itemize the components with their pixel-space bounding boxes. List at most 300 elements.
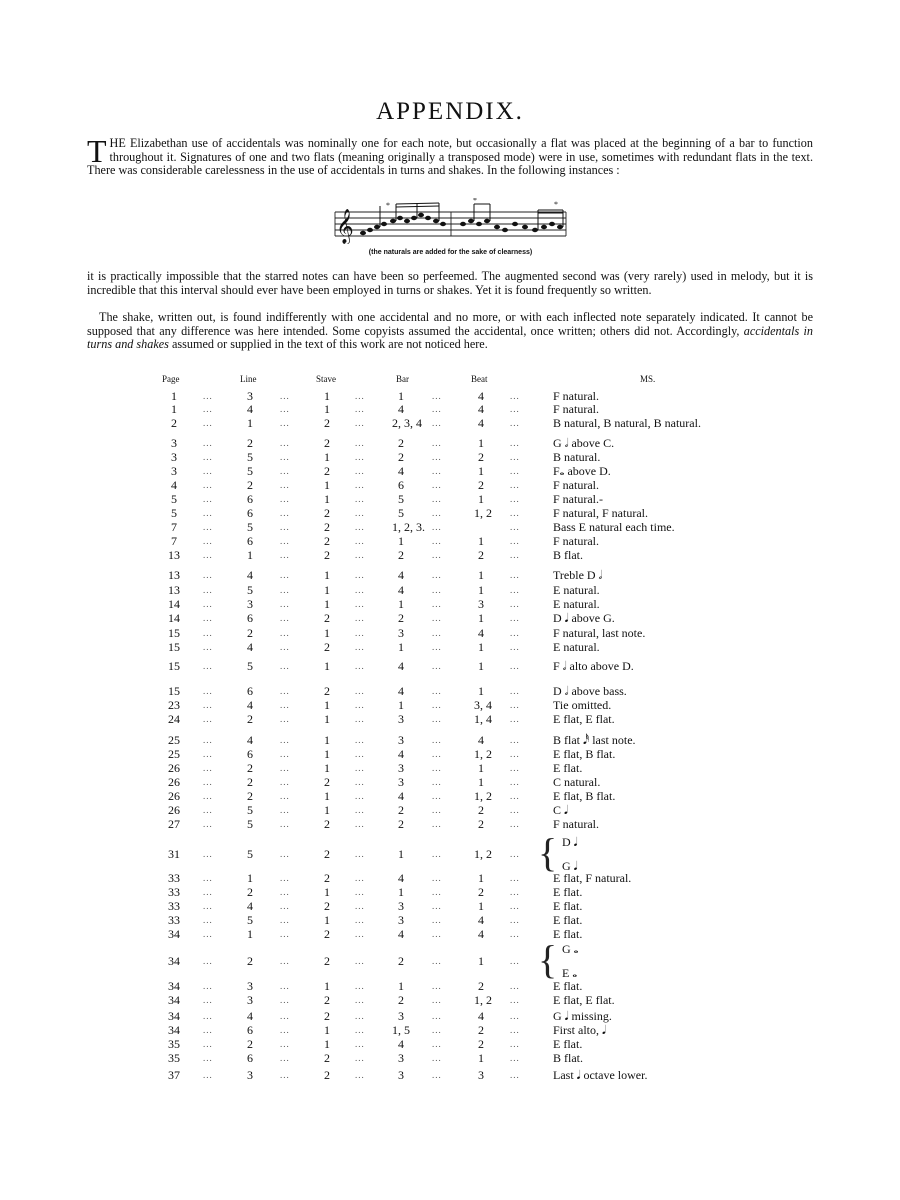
cell-stave: 2 <box>324 611 330 625</box>
table-row <box>0 548 900 562</box>
cell-page: 3 <box>171 464 177 478</box>
leader-dots: ... <box>432 956 442 966</box>
cell-beat: 4 <box>478 733 484 747</box>
cell-ms: E flat. <box>553 1037 583 1051</box>
leader-dots: ... <box>510 494 520 504</box>
table-row <box>0 913 900 927</box>
cell-bar: 2 <box>398 548 404 562</box>
cell-stave: 1 <box>324 733 330 747</box>
leader-dots: ... <box>280 522 290 532</box>
leader-dots: ... <box>510 763 520 773</box>
leader-dots: ... <box>355 452 365 462</box>
table-row <box>0 478 900 492</box>
cell-bar: 4 <box>398 568 404 582</box>
cell-ms: E natural. <box>553 597 600 611</box>
leader-dots: ... <box>432 1039 442 1049</box>
leader-dots: ... <box>510 956 520 966</box>
cell-line: 4 <box>247 402 253 416</box>
leader-dots: ... <box>432 452 442 462</box>
leader-dots: ... <box>510 452 520 462</box>
cell-beat: 3 <box>478 1068 484 1082</box>
cell-page: 34 <box>168 1023 180 1037</box>
leader-dots: ... <box>432 819 442 829</box>
leader-dots: ... <box>203 1070 213 1080</box>
table-row <box>0 817 900 831</box>
leader-dots: ... <box>510 1070 520 1080</box>
cell-ms: Treble D 𝅗𝅥 <box>553 568 603 582</box>
cell-ms: F natural, last note. <box>553 626 646 640</box>
cell-ms: D 𝅘𝅥 above G. <box>553 611 615 625</box>
leader-dots: ... <box>280 805 290 815</box>
cell-line: 5 <box>247 464 253 478</box>
cell-stave: 2 <box>324 1068 330 1082</box>
cell-bar: 1 <box>398 640 404 654</box>
cell-stave: 1 <box>324 568 330 582</box>
cell-line: 2 <box>247 626 253 640</box>
leader-dots: ... <box>510 404 520 414</box>
cell-ms: E flat, B flat. <box>553 789 616 803</box>
leader-dots: ... <box>510 686 520 696</box>
leader-dots: ... <box>432 777 442 787</box>
leader-dots: ... <box>510 522 520 532</box>
cell-beat: 1 <box>478 464 484 478</box>
leader-dots: ... <box>280 536 290 546</box>
leader-dots: ... <box>280 700 290 710</box>
third-text-end: assumed or supplied in the text of this work are not noticed here. <box>171 337 488 352</box>
cell-ms: E flat, F natural. <box>553 871 632 885</box>
leader-dots: ... <box>432 418 442 428</box>
cell-line: 5 <box>247 450 253 464</box>
cell-ms: E natural. <box>553 640 600 654</box>
cell-stave: 2 <box>324 520 330 534</box>
leader-dots: ... <box>280 686 290 696</box>
cell-bar: 4 <box>398 659 404 673</box>
cell-page: 26 <box>168 761 180 775</box>
leader-dots: ... <box>355 613 365 623</box>
intro-text: HE Elizabethan use of accidentals was nominally one for each note, but occasionally a flat was placed at the beginning of a bar to function throughout it. Signatures of one and two flats (meaning originally a transposed mode) were in use, sometimes with redundant flats in the text. There was considerable carelessness in the use of accidentals in turns and shakes. In the following instances : <box>87 136 813 178</box>
cell-bar: 2 <box>398 803 404 817</box>
cell-line: 3 <box>247 979 253 993</box>
leader-dots: ... <box>280 995 290 1005</box>
cell-ms: E flat. <box>553 899 583 913</box>
leader-dots: ... <box>355 873 365 883</box>
leader-dots: ... <box>203 438 213 448</box>
leader-dots: ... <box>432 749 442 759</box>
leader-dots: ... <box>203 661 213 671</box>
cell-ms: Last 𝅘𝅥 octave lower. <box>553 1068 648 1082</box>
table-row <box>0 761 900 775</box>
leader-dots: ... <box>280 849 290 859</box>
cell-line: 3 <box>247 993 253 1007</box>
leader-dots: ... <box>280 418 290 428</box>
table-row <box>0 583 900 597</box>
leader-dots: ... <box>203 452 213 462</box>
table-row <box>0 450 900 464</box>
cell-stave: 2 <box>324 954 330 968</box>
cell-ms: F natural. <box>553 478 599 492</box>
cell-page: 15 <box>168 684 180 698</box>
leader-dots: ... <box>280 599 290 609</box>
cell-bar: 1 <box>398 534 404 548</box>
cell-stave: 1 <box>324 747 330 761</box>
third-text-start: The shake, written out, is found indifferently with one accidental and no more, or with each inflected note separately indicated. It cannot be supposed that any difference was here intended. Some copyists assumed the accidental, once written; others did not. Accordingly, <box>87 310 813 338</box>
leader-dots: ... <box>510 508 520 518</box>
leader-dots: ... <box>280 494 290 504</box>
cell-beat: 2 <box>478 803 484 817</box>
leader-dots: ... <box>355 749 365 759</box>
leader-dots: ... <box>355 1053 365 1063</box>
page-title: APPENDIX. <box>376 98 524 125</box>
cell-line: 4 <box>247 568 253 582</box>
cell-stave: 1 <box>324 803 330 817</box>
cell-line: 6 <box>247 1051 253 1065</box>
leader-dots: ... <box>355 1011 365 1021</box>
leader-dots: ... <box>203 995 213 1005</box>
leader-dots: ... <box>510 714 520 724</box>
table-row <box>0 1023 900 1037</box>
leader-dots: ... <box>355 508 365 518</box>
leader-dots: ... <box>355 466 365 476</box>
cell-beat: 2 <box>478 817 484 831</box>
leader-dots: ... <box>355 494 365 504</box>
leader-dots: ... <box>203 714 213 724</box>
leader-dots: ... <box>355 849 365 859</box>
table-row <box>0 520 900 534</box>
cell-page: 7 <box>171 520 177 534</box>
cell-bar: 3 <box>398 761 404 775</box>
cell-line: 5 <box>247 583 253 597</box>
cell-beat: 1 <box>478 568 484 582</box>
cell-beat: 1 <box>478 954 484 968</box>
cell-beat: 4 <box>478 402 484 416</box>
leader-dots: ... <box>432 480 442 490</box>
cell-line: 6 <box>247 1023 253 1037</box>
leader-dots: ... <box>280 1039 290 1049</box>
cell-bar: 1, 5 <box>392 1023 410 1037</box>
leader-dots: ... <box>203 418 213 428</box>
cell-line: 5 <box>247 803 253 817</box>
cell-ms: E flat. <box>553 927 583 941</box>
leader-dots: ... <box>355 714 365 724</box>
cell-ms-upper: D 𝅘𝅥 <box>562 835 578 849</box>
leader-dots: ... <box>355 763 365 773</box>
cell-beat: 1 <box>478 871 484 885</box>
cell-page: 14 <box>168 597 180 611</box>
cell-bar: 1 <box>398 389 404 403</box>
leader-dots: ... <box>203 929 213 939</box>
cell-bar: 6 <box>398 478 404 492</box>
table-row <box>0 506 900 520</box>
cell-beat: 4 <box>478 913 484 927</box>
leader-dots: ... <box>203 819 213 829</box>
leader-dots: ... <box>432 981 442 991</box>
leader-dots: ... <box>355 391 365 401</box>
leader-dots: ... <box>203 700 213 710</box>
cell-page: 31 <box>168 847 180 861</box>
cell-line: 4 <box>247 698 253 712</box>
cell-line: 2 <box>247 789 253 803</box>
leader-dots: ... <box>432 391 442 401</box>
cell-page: 33 <box>168 899 180 913</box>
cell-beat: 1, 4 <box>474 712 492 726</box>
cell-bar: 3 <box>398 1009 404 1023</box>
leader-dots: ... <box>280 791 290 801</box>
intro-paragraph <box>87 133 813 178</box>
cell-line: 5 <box>247 659 253 673</box>
cell-page: 26 <box>168 775 180 789</box>
leader-dots: ... <box>203 901 213 911</box>
leader-dots: ... <box>280 508 290 518</box>
leader-dots: ... <box>203 735 213 745</box>
third-paragraph <box>87 311 813 352</box>
cell-stave: 1 <box>324 597 330 611</box>
cell-bar: 1 <box>398 885 404 899</box>
leader-dots: ... <box>510 749 520 759</box>
leader-dots: ... <box>432 929 442 939</box>
svg-text:𝄞: 𝄞 <box>336 209 354 244</box>
cell-stave: 2 <box>324 1009 330 1023</box>
table-row <box>0 464 900 478</box>
cell-page: 5 <box>171 492 177 506</box>
leader-dots: ... <box>355 438 365 448</box>
cell-stave: 2 <box>324 817 330 831</box>
leader-dots: ... <box>432 805 442 815</box>
cell-stave: 2 <box>324 464 330 478</box>
cell-bar: 2, 3, 4 <box>392 416 422 430</box>
table-row <box>0 597 900 611</box>
music-example <box>333 198 568 244</box>
svg-text:*: * <box>473 198 477 205</box>
cell-beat: 2 <box>478 885 484 899</box>
table-row <box>0 684 900 698</box>
table-row <box>0 626 900 640</box>
cell-line: 4 <box>247 899 253 913</box>
cell-bar: 3 <box>398 626 404 640</box>
cell-stave: 2 <box>324 993 330 1007</box>
cell-stave: 1 <box>324 761 330 775</box>
leader-dots: ... <box>355 777 365 787</box>
cell-line: 3 <box>247 1068 253 1082</box>
cell-ms-upper: G 𝅝 <box>562 942 579 956</box>
cell-page: 13 <box>168 568 180 582</box>
leader-dots: ... <box>203 391 213 401</box>
cell-bar: 3 <box>398 913 404 927</box>
leader-dots: ... <box>355 599 365 609</box>
table-row <box>0 436 900 450</box>
cell-ms: E flat. <box>553 979 583 993</box>
cell-beat: 1 <box>478 640 484 654</box>
cell-ms-lower: E 𝅝 <box>562 966 578 980</box>
cell-stave: 2 <box>324 416 330 430</box>
leader-dots: ... <box>203 805 213 815</box>
leader-dots: ... <box>280 1011 290 1021</box>
cell-bar: 3 <box>398 712 404 726</box>
cell-beat: 1 <box>478 534 484 548</box>
leader-dots: ... <box>203 763 213 773</box>
leader-dots: ... <box>432 508 442 518</box>
header-stave: Stave <box>316 374 336 384</box>
table-row <box>0 789 900 803</box>
cell-bar: 4 <box>398 464 404 478</box>
cell-stave: 2 <box>324 1051 330 1065</box>
cell-beat: 1, 2 <box>474 847 492 861</box>
leader-dots: ... <box>355 1039 365 1049</box>
leader-dots: ... <box>280 777 290 787</box>
svg-text:*: * <box>554 200 558 209</box>
cell-page: 35 <box>168 1037 180 1051</box>
leader-dots: ... <box>280 714 290 724</box>
leader-dots: ... <box>510 550 520 560</box>
cell-page: 15 <box>168 640 180 654</box>
leader-dots: ... <box>280 642 290 652</box>
cell-bar: 1 <box>398 979 404 993</box>
header-page: Page <box>162 374 180 384</box>
cell-stave: 2 <box>324 871 330 885</box>
cell-bar: 2 <box>398 993 404 1007</box>
cell-line: 4 <box>247 640 253 654</box>
cell-beat: 4 <box>478 1009 484 1023</box>
leader-dots: ... <box>510 418 520 428</box>
cell-beat: 1 <box>478 436 484 450</box>
leader-dots: ... <box>355 791 365 801</box>
leader-dots: ... <box>203 749 213 759</box>
cell-beat: 1, 2 <box>474 506 492 520</box>
leader-dots: ... <box>432 570 442 580</box>
leader-dots: ... <box>510 873 520 883</box>
cell-line: 4 <box>247 1009 253 1023</box>
leader-dots: ... <box>510 570 520 580</box>
table-row <box>0 698 900 712</box>
cell-stave: 1 <box>324 712 330 726</box>
leader-dots: ... <box>510 1011 520 1021</box>
cell-stave: 1 <box>324 1023 330 1037</box>
cell-stave: 2 <box>324 847 330 861</box>
table-row <box>0 712 900 726</box>
cell-bar: 4 <box>398 684 404 698</box>
leader-dots: ... <box>355 404 365 414</box>
leader-dots: ... <box>510 536 520 546</box>
leader-dots: ... <box>280 929 290 939</box>
cell-beat: 1 <box>478 775 484 789</box>
leader-dots: ... <box>510 1025 520 1035</box>
leader-dots: ... <box>280 749 290 759</box>
leader-dots: ... <box>510 849 520 859</box>
cell-page: 5 <box>171 506 177 520</box>
cell-beat: 1 <box>478 611 484 625</box>
cell-beat: 2 <box>478 450 484 464</box>
leader-dots: ... <box>432 1053 442 1063</box>
cell-page: 15 <box>168 659 180 673</box>
cell-ms: F natural. <box>553 389 599 403</box>
table-row <box>0 1051 900 1065</box>
cell-ms: F 𝅗𝅥 alto above D. <box>553 659 634 673</box>
leader-dots: ... <box>280 391 290 401</box>
svg-text:*: * <box>386 201 390 210</box>
cell-stave: 2 <box>324 506 330 520</box>
table-row <box>0 568 900 582</box>
cell-line: 2 <box>247 478 253 492</box>
cell-stave: 1 <box>324 402 330 416</box>
leader-dots: ... <box>280 956 290 966</box>
cell-line: 6 <box>247 492 253 506</box>
cell-bar: 3 <box>398 1051 404 1065</box>
table-row <box>0 885 900 899</box>
leader-dots: ... <box>280 901 290 911</box>
leader-dots: ... <box>510 805 520 815</box>
leader-dots: ... <box>432 901 442 911</box>
leader-dots: ... <box>203 1025 213 1035</box>
leader-dots: ... <box>510 981 520 991</box>
leader-dots: ... <box>203 915 213 925</box>
leader-dots: ... <box>203 522 213 532</box>
leader-dots: ... <box>432 522 442 532</box>
leader-dots: ... <box>280 404 290 414</box>
table-row <box>0 534 900 548</box>
cell-ms: F natural. <box>553 402 599 416</box>
leader-dots: ... <box>355 819 365 829</box>
leader-dots: ... <box>355 1025 365 1035</box>
leader-dots: ... <box>432 1011 442 1021</box>
table-row <box>0 803 900 817</box>
cell-ms: E flat. <box>553 885 583 899</box>
cell-line: 2 <box>247 761 253 775</box>
leader-dots: ... <box>280 570 290 580</box>
cell-ms: B flat. <box>553 548 583 562</box>
cell-ms: F natural.- <box>553 492 603 506</box>
table-row <box>0 775 900 789</box>
drop-cap: T <box>87 133 107 169</box>
cell-ms: D 𝅗𝅥 above bass. <box>553 684 627 698</box>
brace-symbol: { <box>538 830 558 875</box>
table-row <box>0 899 900 913</box>
cell-page: 13 <box>168 548 180 562</box>
leader-dots: ... <box>355 642 365 652</box>
cell-page: 24 <box>168 712 180 726</box>
cell-line: 2 <box>247 1037 253 1051</box>
leader-dots: ... <box>510 995 520 1005</box>
leader-dots: ... <box>432 873 442 883</box>
cell-page: 33 <box>168 913 180 927</box>
cell-line: 1 <box>247 548 253 562</box>
leader-dots: ... <box>510 438 520 448</box>
cell-beat: 1 <box>478 583 484 597</box>
cell-beat: 1 <box>478 684 484 698</box>
leader-dots: ... <box>432 887 442 897</box>
leader-dots: ... <box>432 735 442 745</box>
cell-bar: 3 <box>398 1068 404 1082</box>
cell-stave: 2 <box>324 534 330 548</box>
cell-page: 15 <box>168 626 180 640</box>
cell-ms: C 𝅘𝅥 <box>553 803 568 817</box>
cell-ms: E flat, E flat. <box>553 993 615 1007</box>
leader-dots: ... <box>203 686 213 696</box>
leader-dots: ... <box>355 418 365 428</box>
table-row <box>0 830 900 875</box>
cell-stave: 1 <box>324 913 330 927</box>
cell-ms: G 𝅗𝅥 above C. <box>553 436 615 450</box>
leader-dots: ... <box>510 628 520 638</box>
cell-ms: F natural. <box>553 817 599 831</box>
leader-dots: ... <box>432 599 442 609</box>
cell-page: 25 <box>168 733 180 747</box>
header-beat: Beat <box>471 374 488 384</box>
cell-page: 27 <box>168 817 180 831</box>
cell-bar: 5 <box>398 506 404 520</box>
table-row <box>0 871 900 885</box>
cell-line: 6 <box>247 534 253 548</box>
table-row <box>0 747 900 761</box>
leader-dots: ... <box>432 466 442 476</box>
